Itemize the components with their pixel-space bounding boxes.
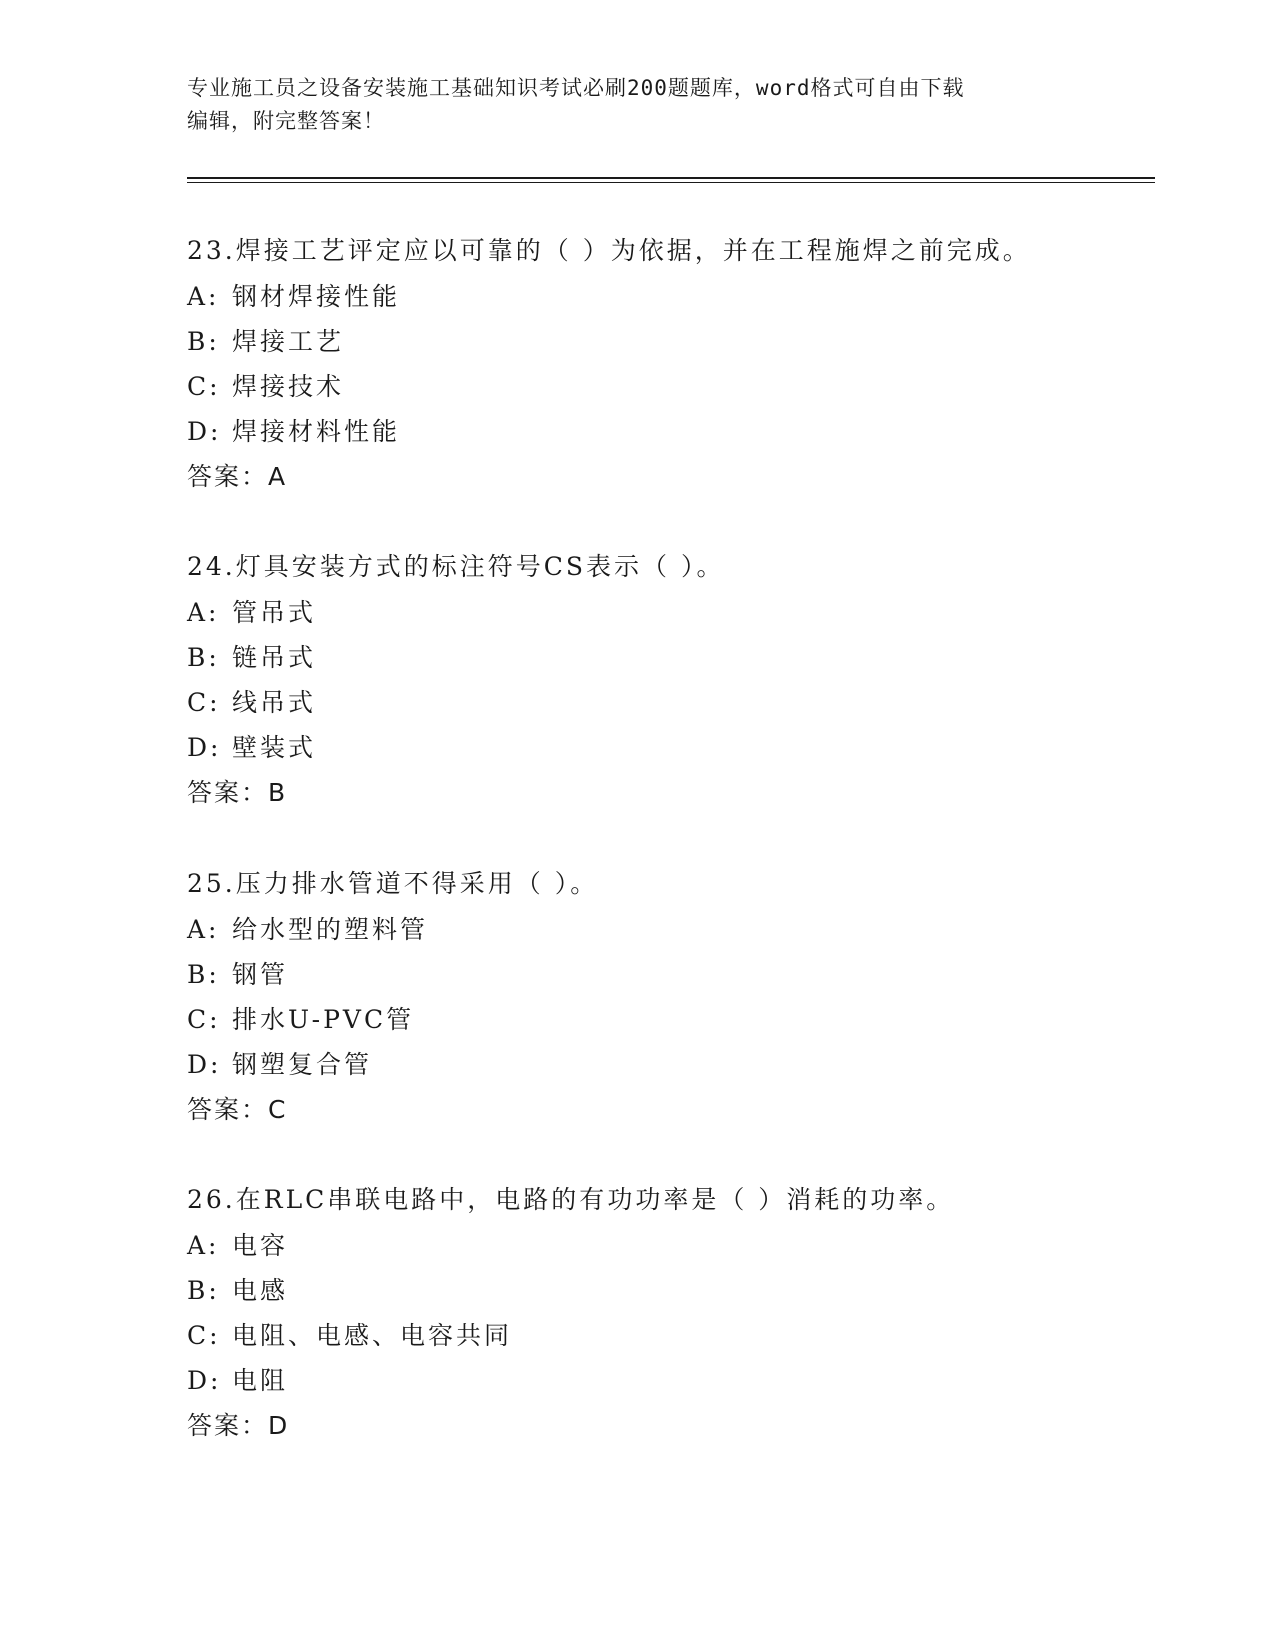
question-25 xyxy=(187,861,1155,1133)
option-key: C: xyxy=(187,688,221,717)
option-key: C: xyxy=(187,1321,221,1350)
option-c xyxy=(187,1313,1155,1358)
option-text: 壁装式 xyxy=(232,733,317,762)
option-text: 给水型的塑料管 xyxy=(232,915,429,944)
option-key: B: xyxy=(187,643,220,672)
option-key: B: xyxy=(187,1276,220,1305)
option-key: B: xyxy=(187,327,220,356)
question-23 xyxy=(187,228,1155,500)
option-key: C: xyxy=(187,1005,221,1034)
question-stem: 25.压力排水管道不得采用（ ）。 xyxy=(187,869,599,898)
option-key: A: xyxy=(187,1231,220,1260)
option-b xyxy=(187,635,1155,680)
option-key: D: xyxy=(187,1050,222,1079)
option-text: 电阻、电感、电容共同 xyxy=(232,1321,513,1350)
option-text: 焊接技术 xyxy=(232,372,345,401)
option-text: 管吊式 xyxy=(232,598,317,627)
option-b xyxy=(187,952,1155,997)
option-a xyxy=(187,590,1155,635)
page-header xyxy=(187,72,1087,138)
option-text: 排水U-PVC管 xyxy=(232,1005,415,1034)
option-text: 焊接材料性能 xyxy=(232,417,401,446)
option-d xyxy=(187,1358,1155,1403)
option-a xyxy=(187,907,1155,952)
option-text: 电容 xyxy=(232,1231,289,1260)
answer-line: 答案：A xyxy=(187,462,288,491)
option-key: A: xyxy=(187,598,220,627)
option-key: D: xyxy=(187,1366,222,1395)
option-a xyxy=(187,1223,1155,1268)
option-key: A: xyxy=(187,282,220,311)
option-text: 线吊式 xyxy=(232,688,317,717)
option-b xyxy=(187,319,1155,364)
option-text: 钢管 xyxy=(232,960,289,989)
option-c xyxy=(187,364,1155,409)
option-key: B: xyxy=(187,960,220,989)
option-text: 链吊式 xyxy=(232,643,317,672)
option-a xyxy=(187,274,1155,319)
option-c xyxy=(187,680,1155,725)
header-line-1: 专业施工员之设备安装施工基础知识考试必刷200题题库，word格式可自由下载 xyxy=(187,76,965,100)
option-d xyxy=(187,725,1155,770)
question-stem: 23.焊接工艺评定应以可靠的（ ）为依据，并在工程施焊之前完成。 xyxy=(187,236,1031,265)
option-text: 钢材焊接性能 xyxy=(232,282,401,311)
option-b xyxy=(187,1268,1155,1313)
question-26 xyxy=(187,1177,1155,1449)
header-line-2: 编辑，附完整答案！ xyxy=(187,109,385,133)
question-stem: 24.灯具安装方式的标注符号CS表示（ ）。 xyxy=(187,552,725,581)
question-24 xyxy=(187,544,1155,816)
option-key: D: xyxy=(187,733,222,762)
header-divider xyxy=(187,177,1155,183)
option-key: D: xyxy=(187,417,222,446)
answer-line: 答案：D xyxy=(187,1411,290,1440)
option-key: A: xyxy=(187,915,220,944)
question-stem: 26.在RLC串联电路中，电路的有功功率是（ ）消耗的功率。 xyxy=(187,1185,955,1214)
option-text: 电感 xyxy=(232,1276,289,1305)
option-text: 钢塑复合管 xyxy=(232,1050,373,1079)
answer-line: 答案：C xyxy=(187,1095,288,1124)
option-d xyxy=(187,409,1155,454)
option-text: 焊接工艺 xyxy=(232,327,345,356)
option-d xyxy=(187,1042,1155,1087)
option-c xyxy=(187,997,1155,1042)
answer-line: 答案：B xyxy=(187,778,288,807)
option-text: 电阻 xyxy=(232,1366,289,1395)
option-key: C: xyxy=(187,372,221,401)
